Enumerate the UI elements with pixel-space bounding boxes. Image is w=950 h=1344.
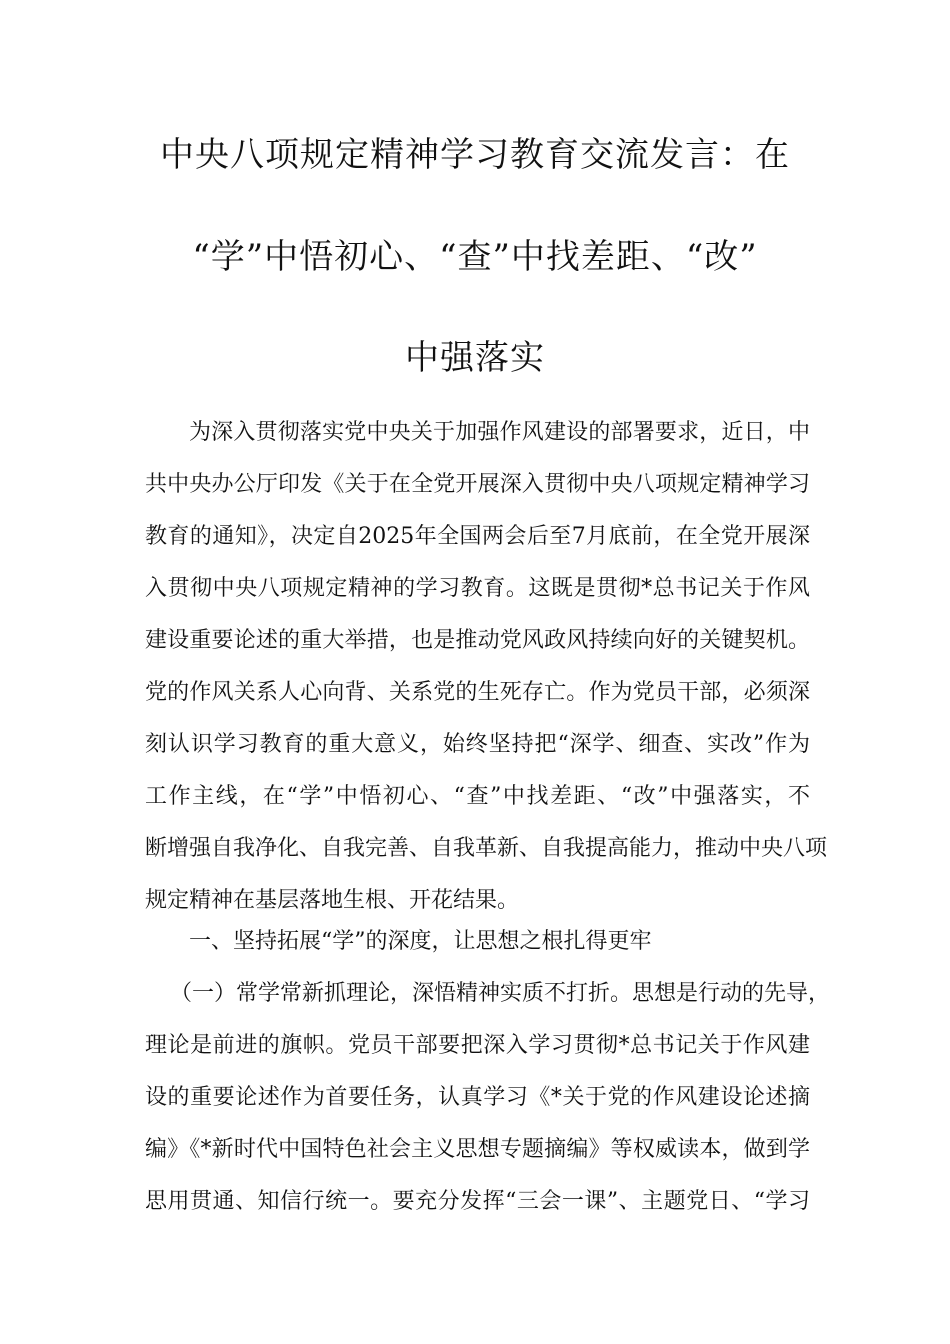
- text-line: 思用贯通、知信行统一。要充分发挥“三会一课”、主题党日、“学习: [145, 1189, 810, 1214]
- text-line: 工作主线，在“学”中悟初心、“查”中找差距、“改”中强落实，不: [145, 784, 810, 809]
- section-heading: 一、坚持拓展“学”的深度，让思想之根扎得更牢: [189, 929, 652, 954]
- text-line: 设的重要论述作为首要任务，认真学习《*关于党的作风建设论述摘: [145, 1085, 810, 1110]
- text-line: 理论是前进的旗帜。党员干部要把深入学习贯彻*总书记关于作风建: [145, 1033, 810, 1058]
- text-line: 入贯彻中央八项规定精神的学习教育。这既是贯彻*总书记关于作风: [145, 576, 810, 601]
- text-line: 建设重要论述的重大举措，也是推动党风政风持续向好的关键契机。: [145, 628, 810, 653]
- text-line: 共中央办公厅印发《关于在全党开展深入贯彻中央八项规定精神学习: [145, 472, 810, 497]
- title-line-3: 中强落实: [405, 338, 545, 378]
- title-line-1: 中央八项规定精神学习教育交流发言：在: [160, 135, 790, 175]
- text-line: 编》《*新时代中国特色社会主义思想专题摘编》等权威读本，做到学: [145, 1137, 810, 1162]
- text-line: （一）常学常新抓理论，深悟精神实质不打折。思想是行动的先导，: [170, 981, 831, 1006]
- text-line: 规定精神在基层落地生根、开花结果。: [145, 888, 520, 913]
- text-line: 党的作风关系人心向背、关系党的生死存亡。作为党员干部，必须深: [145, 680, 810, 705]
- text-line: 为深入贯彻落实党中央关于加强作风建设的部署要求，近日，中: [189, 420, 810, 445]
- text-line: 刻认识学习教育的重大意义，始终坚持把“深学、细查、实改”作为: [145, 732, 810, 757]
- text-line: 断增强自我净化、自我完善、自我革新、自我提高能力，推动中央八项: [145, 836, 828, 861]
- text-line: 教育的通知》，决定自2025年全国两会后至7月底前，在全党开展深: [145, 524, 810, 549]
- title-line-2: “学”中悟初心、“查”中找差距、“改”: [192, 237, 758, 277]
